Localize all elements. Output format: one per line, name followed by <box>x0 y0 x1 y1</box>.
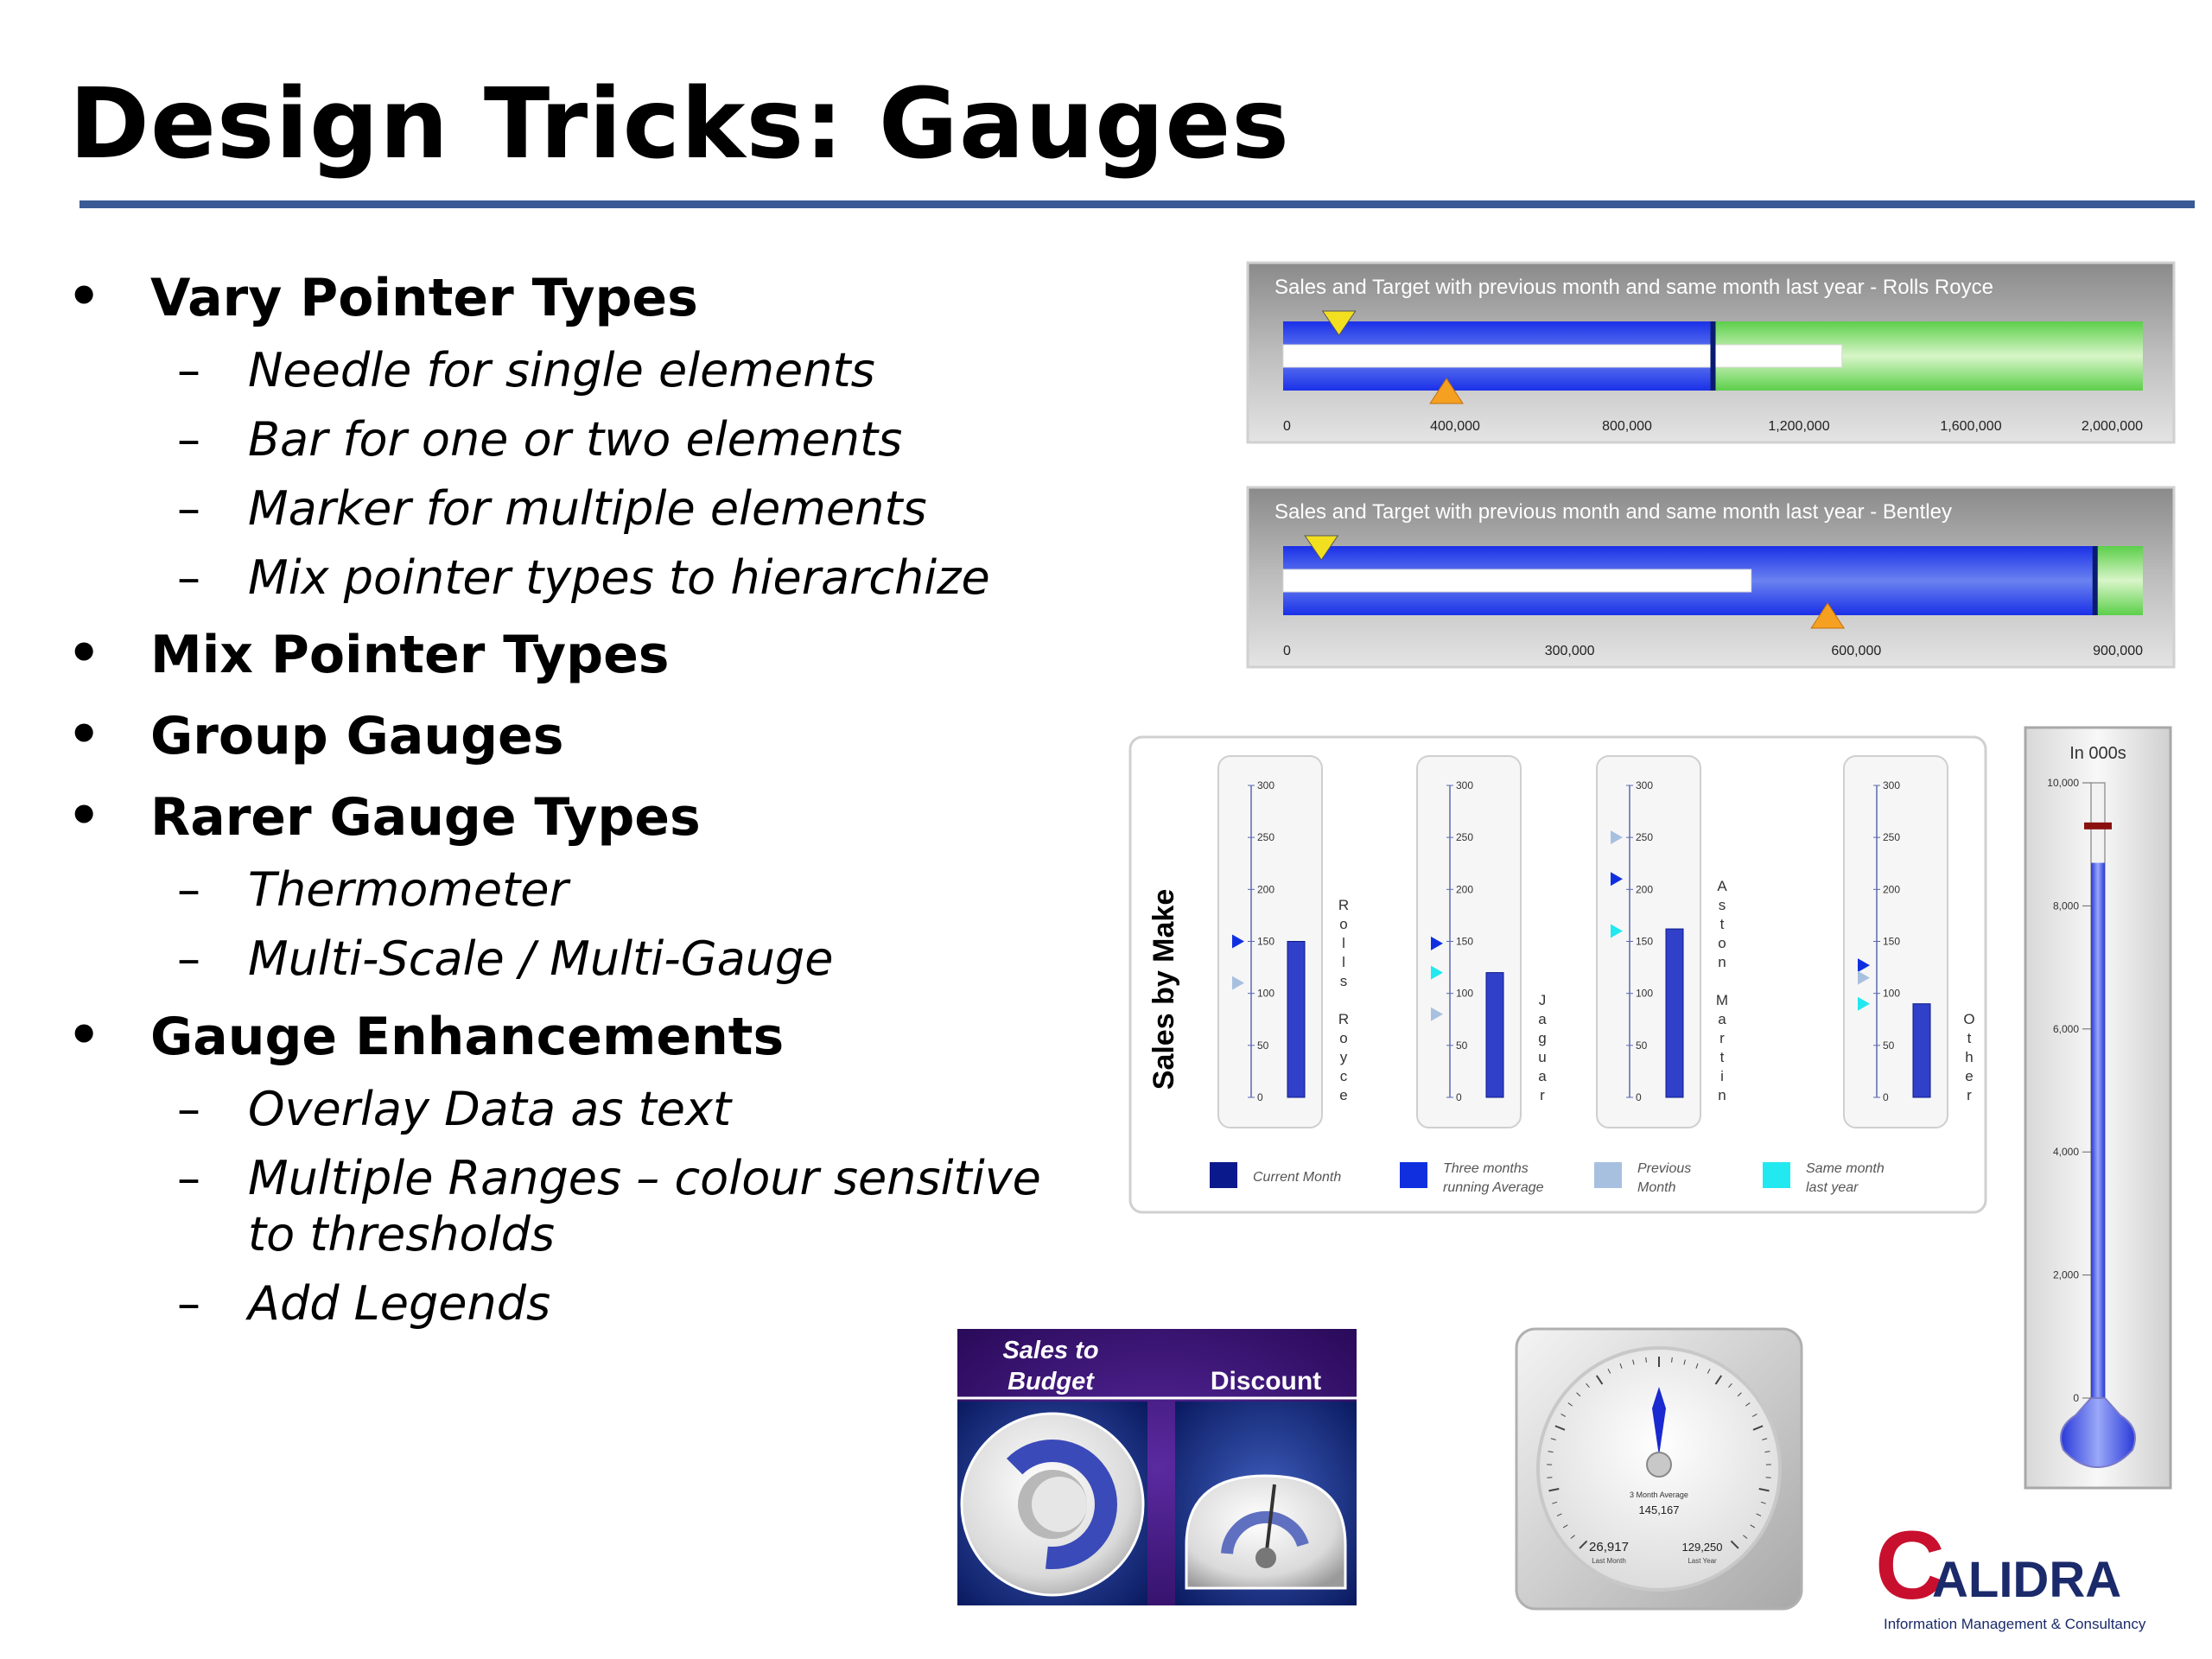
make-label-letter: n <box>1718 954 1726 970</box>
rr-gauge-title: Sales and Target with previous month and same month last year - Rolls Royce <box>1274 276 1993 299</box>
bullet-marker: • <box>67 1005 101 1065</box>
make-label-letter: R <box>1338 1011 1350 1027</box>
sub-bullet-label: Mix pointer types to hierarchize <box>248 550 990 605</box>
make-label-letter: r <box>1540 1087 1545 1103</box>
legend-label: Same month <box>1806 1161 1885 1176</box>
make-axis-tick-label: 100 <box>1257 987 1275 1000</box>
legend-label: Three months <box>1443 1161 1529 1176</box>
axis-tick-label: 600,000 <box>1831 644 1882 658</box>
logo-tagline: Information Management & Consultancy <box>1884 1616 2146 1632</box>
make-label-letter: a <box>1718 1011 1726 1027</box>
axis-tick-label: 1,200,000 <box>1768 419 1830 434</box>
sub-bullet-marker: – <box>177 1151 200 1205</box>
sub-bullet-label: Overlay Data as text <box>248 1082 732 1136</box>
make-current-bar <box>1287 942 1305 1098</box>
axis-tick-label: 2,000,000 <box>2081 419 2143 434</box>
make-axis-tick-label: 50 <box>1883 1039 1895 1052</box>
bullet-marker: • <box>67 623 101 683</box>
make-label-letter: o <box>1339 1030 1348 1046</box>
make-axis-tick-label: 200 <box>1883 883 1901 896</box>
logo-name: ALIDRA <box>1932 1552 2122 1608</box>
bar-gauge-rolls-royce <box>1244 259 2177 449</box>
target-line <box>2093 546 2098 615</box>
make-axis-tick-label: 100 <box>1636 987 1654 1000</box>
legend-label-line2: running Average <box>1443 1180 1544 1195</box>
make-axis-tick-label: 150 <box>1636 935 1654 948</box>
make-axis-tick-label: 300 <box>1636 779 1654 791</box>
dial-tick <box>1646 1357 1647 1363</box>
thermometer-target <box>2084 823 2112 830</box>
make-axis-tick-label: 150 <box>1257 935 1275 948</box>
sub-bullet-marker: – <box>177 343 200 397</box>
axis-tick-label: 1,600,000 <box>1940 419 2002 434</box>
make-axis-tick-label: 200 <box>1636 883 1654 896</box>
round-dial-gauge <box>1514 1326 1804 1611</box>
sales-by-make-chart <box>1123 730 1996 1223</box>
make-label-letter: e <box>1965 1068 1974 1084</box>
thermometer-tick-label: 0 <box>2073 1392 2079 1404</box>
make-axis-tick-label: 150 <box>1456 935 1474 948</box>
bullet-marker: • <box>67 704 101 765</box>
calidra-logo <box>1875 1521 2177 1642</box>
legend-swatch <box>1594 1162 1622 1188</box>
make-label-letter: a <box>1538 1068 1547 1084</box>
sub-bullet-label: Multiple Ranges – colour sensitive <box>248 1151 1041 1205</box>
dial-tick <box>1672 1357 1673 1363</box>
make-axis-tick-label: 150 <box>1883 935 1901 948</box>
discount-title: Discount <box>1210 1367 1322 1395</box>
make-current-bar <box>1913 1004 1930 1097</box>
logo-initial: C <box>1875 1521 1945 1619</box>
sub-bullet-marker: – <box>177 1276 200 1331</box>
make-label-letter: o <box>1339 916 1348 932</box>
thermometer-tick-label: 4,000 <box>2052 1146 2079 1159</box>
sub-bullet-label: Marker for multiple elements <box>248 481 927 536</box>
thermometer-fill <box>2091 863 2105 1415</box>
sub-bullet-label: Bar for one or two elements <box>248 412 903 467</box>
make-label-letter: l <box>1342 935 1345 951</box>
slide-title: Design Tricks: Gauges <box>69 68 1290 181</box>
make-label-letter: u <box>1538 1049 1547 1065</box>
legend-label-line2: Month <box>1637 1180 1676 1195</box>
axis-tick-label: 0 <box>1283 419 1291 434</box>
make-label-letter: l <box>1342 954 1345 970</box>
title-rule <box>79 200 2195 208</box>
thermometer-title: In 000s <box>2069 744 2126 763</box>
make-label-letter: A <box>1717 878 1727 894</box>
make-axis-tick-label: 50 <box>1257 1039 1269 1052</box>
sales-by-make-ylabel: Sales by Make <box>1147 888 1180 1090</box>
bullet-marker: • <box>67 266 101 327</box>
make-axis-tick-label: 300 <box>1883 779 1901 791</box>
make-label-letter: t <box>1719 916 1725 932</box>
sub-bullet-marker: – <box>177 550 200 605</box>
dial-left-value: 26,917 <box>1589 1540 1629 1554</box>
make-label-letter: O <box>1963 1011 1975 1027</box>
make-axis-tick-label: 0 <box>1456 1091 1462 1103</box>
legend-label-line2: last year <box>1806 1180 1859 1195</box>
discount-dial <box>1186 1476 1345 1588</box>
bullet-label: Mix Pointer Types <box>150 625 670 685</box>
sub-bullet-marker: – <box>177 862 200 917</box>
make-current-bar <box>1666 929 1683 1097</box>
sub-bullet-label: Thermometer <box>248 862 569 917</box>
sales-budget-panel <box>957 1329 1357 1605</box>
sub-bullet-label: Add Legends <box>248 1276 551 1331</box>
dial-center-label: 3 Month Average <box>1630 1491 1688 1499</box>
make-label-letter: o <box>1718 935 1726 951</box>
make-axis-tick-label: 50 <box>1456 1039 1468 1052</box>
previous-bar <box>1283 345 1842 367</box>
bar-gauge-bentley <box>1244 484 2177 674</box>
make-axis-tick-label: 200 <box>1257 883 1275 896</box>
legend-swatch <box>1210 1162 1237 1188</box>
make-axis-tick-label: 250 <box>1456 831 1474 844</box>
sub-bullet-marker: – <box>177 481 200 536</box>
thermometer-tick-label: 6,000 <box>2052 1022 2079 1035</box>
thermometer-gauge <box>2022 724 2177 1493</box>
bullet-label: Rarer Gauge Types <box>150 787 701 848</box>
make-label-letter: r <box>1967 1087 1972 1103</box>
make-axis-tick-label: 50 <box>1636 1039 1648 1052</box>
make-axis-tick-label: 0 <box>1257 1091 1263 1103</box>
make-label-letter: M <box>1715 992 1729 1008</box>
sub-bullet-label: Multi-Scale / Multi-Gauge <box>248 931 834 986</box>
make-current-bar <box>1486 973 1503 1097</box>
axis-tick-label: 800,000 <box>1602 419 1652 434</box>
make-axis-tick-label: 250 <box>1636 831 1654 844</box>
make-label-letter: a <box>1538 1011 1547 1027</box>
bentley-gauge-title: Sales and Target with previous month and same month last year - Bentley <box>1274 500 1952 524</box>
axis-tick-label: 400,000 <box>1430 419 1480 434</box>
make-label-letter: c <box>1339 1068 1348 1084</box>
bullet-marker: • <box>67 785 101 846</box>
make-axis-tick-label: 250 <box>1883 831 1901 844</box>
make-axis-tick-label: 300 <box>1456 779 1474 791</box>
previous-bar <box>1283 569 1751 592</box>
sales-to-budget-title: Sales to Budget <box>1002 1337 1099 1395</box>
make-label-letter: g <box>1538 1030 1547 1046</box>
make-label-letter: r <box>1719 1030 1725 1046</box>
make-axis-tick-label: 250 <box>1257 831 1275 844</box>
dial-left-caption: Last Month <box>1592 1557 1626 1565</box>
bullet-label: Vary Pointer Types <box>150 268 698 328</box>
make-label-letter: J <box>1538 992 1547 1008</box>
axis-tick-label: 300,000 <box>1544 644 1595 658</box>
bullet-label: Gauge Enhancements <box>150 1007 785 1067</box>
make-axis-tick-label: 100 <box>1456 987 1474 1000</box>
legend-swatch <box>1763 1162 1790 1188</box>
make-label-letter: e <box>1339 1087 1348 1103</box>
axis-tick-label: 0 <box>1283 644 1291 658</box>
thermometer-tick-label: 8,000 <box>2052 899 2079 912</box>
dial-right-caption: Last Year <box>1688 1557 1717 1565</box>
legend-label: Previous <box>1637 1161 1692 1176</box>
thermometer-tick-label: 2,000 <box>2052 1268 2079 1281</box>
sub-bullet-label: to thresholds <box>248 1207 556 1262</box>
make-label-letter: s <box>1339 973 1348 989</box>
make-label-letter: y <box>1339 1049 1348 1065</box>
sub-bullet-marker: – <box>177 1082 200 1136</box>
sub-bullet-marker: – <box>177 931 200 986</box>
make-label-letter: h <box>1965 1049 1974 1065</box>
axis-tick-label: 900,000 <box>2093 644 2143 658</box>
bullet-label: Group Gauges <box>150 706 564 766</box>
sub-bullet-marker: – <box>177 412 200 467</box>
make-label-letter: s <box>1718 897 1726 913</box>
dial-right-value: 129,250 <box>1681 1541 1723 1554</box>
make-label-letter: n <box>1718 1087 1726 1103</box>
make-label-letter: t <box>1719 1049 1725 1065</box>
make-axis-tick-label: 300 <box>1257 779 1275 791</box>
make-label-letter: t <box>1967 1030 1972 1046</box>
make-axis-tick-label: 200 <box>1456 883 1474 896</box>
make-axis-tick-label: 100 <box>1883 987 1901 1000</box>
legend-swatch <box>1400 1162 1427 1188</box>
make-axis-tick-label: 0 <box>1636 1091 1642 1103</box>
dial-center-value: 145,167 <box>1638 1503 1680 1516</box>
thermometer-tick-label: 10,000 <box>2047 777 2079 789</box>
legend-label: Current Month <box>1253 1170 1342 1185</box>
target-line <box>1711 321 1716 391</box>
make-label-letter: i <box>1720 1068 1724 1084</box>
sub-bullet-label: Needle for single elements <box>248 343 875 397</box>
make-label-letter: R <box>1338 897 1350 913</box>
make-axis-tick-label: 0 <box>1883 1091 1889 1103</box>
